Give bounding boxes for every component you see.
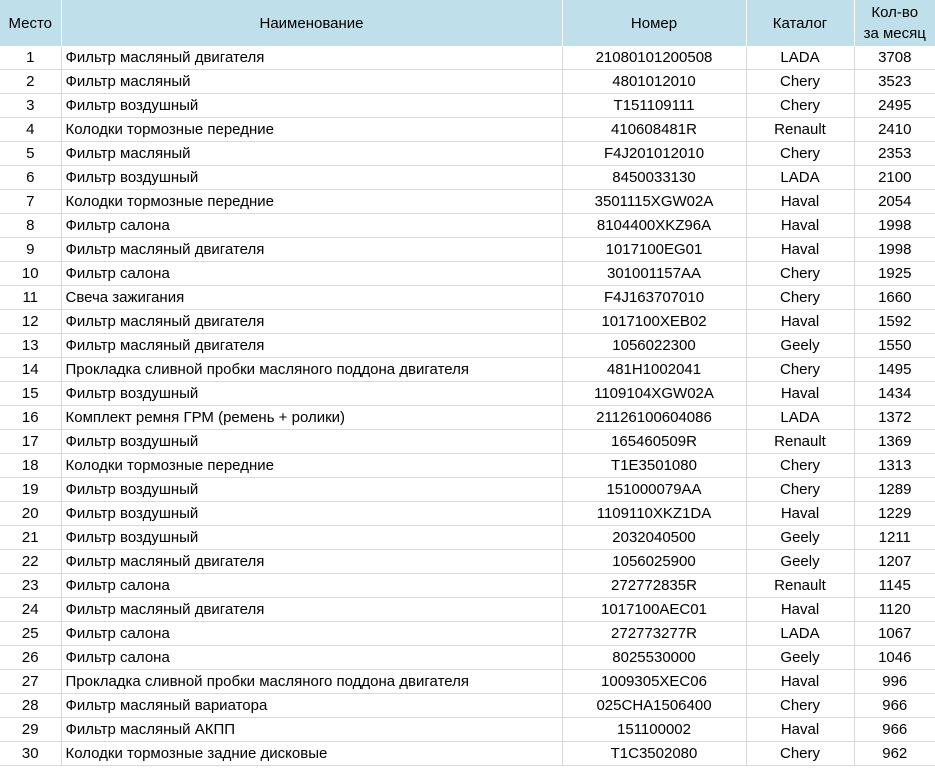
table-row	[0, 454, 935, 478]
cell-place[interactable]: 10	[0, 262, 61, 286]
cell-qty[interactable]: 1925	[854, 262, 935, 286]
cell-number[interactable]: 1109104XGW02A	[562, 382, 746, 406]
cell-name[interactable]: Колодки тормозные передние	[61, 454, 562, 478]
cell-place[interactable]: 18	[0, 454, 61, 478]
cell-number[interactable]: 165460509R	[562, 430, 746, 454]
cell-name[interactable]: Фильтр масляный	[61, 70, 562, 94]
cell-qty[interactable]: 962	[854, 742, 935, 766]
cell-place[interactable]: 2	[0, 70, 61, 94]
cell-number[interactable]: 481H1002041	[562, 358, 746, 382]
cell-name[interactable]: Фильтр масляный вариатора	[61, 694, 562, 718]
cell-catalog[interactable]: LADA	[746, 406, 854, 430]
cell-name[interactable]: Фильтр воздушный	[61, 166, 562, 190]
cell-name[interactable]: Прокладка сливной пробки масляного поддона двигателя	[61, 670, 562, 694]
cell-catalog[interactable]: Chery	[746, 454, 854, 478]
cell-number[interactable]: 1017100EG01	[562, 238, 746, 262]
cell-qty[interactable]: 1046	[854, 646, 935, 670]
cell-qty[interactable]: 1550	[854, 334, 935, 358]
cell-catalog[interactable]: Chery	[746, 94, 854, 118]
cell-name[interactable]: Фильтр салона	[61, 622, 562, 646]
cell-catalog[interactable]: Haval	[746, 214, 854, 238]
cell-number[interactable]: 8104400XKZ96A	[562, 214, 746, 238]
cell-name[interactable]: Фильтр масляный двигателя	[61, 46, 562, 70]
table-row	[0, 166, 935, 190]
cell-catalog[interactable]: Chery	[746, 478, 854, 502]
cell-name[interactable]: Фильтр воздушный	[61, 526, 562, 550]
cell-name[interactable]: Фильтр воздушный	[61, 430, 562, 454]
header-row	[0, 0, 935, 46]
table-row	[0, 502, 935, 526]
cell-number[interactable]: 8450033130	[562, 166, 746, 190]
table-row	[0, 646, 935, 670]
cell-catalog[interactable]: Haval	[746, 310, 854, 334]
cell-qty[interactable]: 3708	[854, 46, 935, 70]
table-row	[0, 214, 935, 238]
header-place[interactable]: Место	[0, 0, 61, 46]
cell-place[interactable]: 12	[0, 310, 61, 334]
cell-place[interactable]: 3	[0, 94, 61, 118]
cell-catalog[interactable]: LADA	[746, 166, 854, 190]
cell-place[interactable]: 27	[0, 670, 61, 694]
cell-catalog[interactable]: Geely	[746, 526, 854, 550]
cell-qty[interactable]: 966	[854, 694, 935, 718]
table-row	[0, 310, 935, 334]
cell-catalog[interactable]: LADA	[746, 46, 854, 70]
cell-name[interactable]: Фильтр масляный двигателя	[61, 310, 562, 334]
cell-place[interactable]: 23	[0, 574, 61, 598]
cell-catalog[interactable]: Haval	[746, 190, 854, 214]
cell-catalog[interactable]: Haval	[746, 718, 854, 742]
cell-number[interactable]: 1109110XKZ1DA	[562, 502, 746, 526]
cell-place[interactable]: 19	[0, 478, 61, 502]
cell-qty[interactable]: 1369	[854, 430, 935, 454]
cell-qty[interactable]: 1211	[854, 526, 935, 550]
cell-place[interactable]: 17	[0, 430, 61, 454]
cell-name[interactable]: Прокладка сливной пробки масляного поддона двигателя	[61, 358, 562, 382]
cell-name[interactable]: Колодки тормозные передние	[61, 118, 562, 142]
cell-name[interactable]: Колодки тормозные задние дисковые	[61, 742, 562, 766]
cell-number[interactable]: 301001157AA	[562, 262, 746, 286]
cell-qty[interactable]: 1207	[854, 550, 935, 574]
cell-name[interactable]: Фильтр масляный двигателя	[61, 238, 562, 262]
cell-name[interactable]: Фильтр воздушный	[61, 478, 562, 502]
cell-catalog[interactable]: Geely	[746, 334, 854, 358]
table-row	[0, 622, 935, 646]
cell-catalog[interactable]: LADA	[746, 622, 854, 646]
cell-catalog[interactable]: Chery	[746, 262, 854, 286]
cell-qty[interactable]: 2353	[854, 142, 935, 166]
table-row	[0, 430, 935, 454]
cell-catalog[interactable]: Chery	[746, 142, 854, 166]
cell-place[interactable]: 30	[0, 742, 61, 766]
cell-qty[interactable]: 1998	[854, 238, 935, 262]
cell-number[interactable]: 1056022300	[562, 334, 746, 358]
table-row	[0, 478, 935, 502]
cell-place[interactable]: 13	[0, 334, 61, 358]
cell-name[interactable]: Фильтр масляный двигателя	[61, 598, 562, 622]
table-row	[0, 334, 935, 358]
cell-qty[interactable]: 1313	[854, 454, 935, 478]
cell-qty[interactable]: 1495	[854, 358, 935, 382]
cell-catalog[interactable]: Haval	[746, 382, 854, 406]
cell-catalog[interactable]: Renault	[746, 430, 854, 454]
cell-number[interactable]: 272773277R	[562, 622, 746, 646]
cell-qty[interactable]: 2410	[854, 118, 935, 142]
cell-place[interactable]: 21	[0, 526, 61, 550]
cell-place[interactable]: 28	[0, 694, 61, 718]
table-row	[0, 286, 935, 310]
cell-place[interactable]: 15	[0, 382, 61, 406]
header-number[interactable]: Номер	[562, 0, 746, 46]
cell-place[interactable]: 22	[0, 550, 61, 574]
cell-number[interactable]: T1E3501080	[562, 454, 746, 478]
cell-number[interactable]: 4801012010	[562, 70, 746, 94]
cell-name[interactable]: Фильтр масляный двигателя	[61, 334, 562, 358]
table-row	[0, 670, 935, 694]
cell-qty[interactable]: 2054	[854, 190, 935, 214]
cell-number[interactable]: 1017100XEB02	[562, 310, 746, 334]
cell-catalog[interactable]: Renault	[746, 118, 854, 142]
cell-name[interactable]: Фильтр салона	[61, 262, 562, 286]
cell-name[interactable]: Фильтр салона	[61, 574, 562, 598]
cell-qty[interactable]: 1067	[854, 622, 935, 646]
table-row	[0, 550, 935, 574]
cell-catalog[interactable]: Chery	[746, 358, 854, 382]
cell-qty[interactable]: 1660	[854, 286, 935, 310]
cell-place[interactable]: 24	[0, 598, 61, 622]
table-row	[0, 238, 935, 262]
cell-place[interactable]: 5	[0, 142, 61, 166]
header-qty[interactable]	[854, 0, 935, 46]
cell-number[interactable]: 410608481R	[562, 118, 746, 142]
cell-name[interactable]: Свеча зажигания	[61, 286, 562, 310]
table-row	[0, 598, 935, 622]
cell-catalog[interactable]: Haval	[746, 598, 854, 622]
cell-qty[interactable]: 1372	[854, 406, 935, 430]
table-row	[0, 46, 935, 70]
cell-name[interactable]: Фильтр салона	[61, 646, 562, 670]
cell-catalog[interactable]: Haval	[746, 502, 854, 526]
cell-catalog[interactable]: Geely	[746, 646, 854, 670]
cell-number[interactable]: T151109111	[562, 94, 746, 118]
cell-number[interactable]: 1056025900	[562, 550, 746, 574]
cell-number[interactable]: 272772835R	[562, 574, 746, 598]
cell-catalog[interactable]: Chery	[746, 694, 854, 718]
cell-number[interactable]: F4J163707010	[562, 286, 746, 310]
cell-number[interactable]: 151000079AA	[562, 478, 746, 502]
cell-name[interactable]: Колодки тормозные передние	[61, 190, 562, 214]
header-catalog[interactable]: Каталог	[746, 0, 854, 46]
table-row	[0, 694, 935, 718]
cell-qty[interactable]: 2100	[854, 166, 935, 190]
cell-number[interactable]: F4J201012010	[562, 142, 746, 166]
cell-name[interactable]: Комплект ремня ГРМ (ремень + ролики)	[61, 406, 562, 430]
table-row	[0, 190, 935, 214]
cell-place[interactable]: 7	[0, 190, 61, 214]
cell-number[interactable]: T1C3502080	[562, 742, 746, 766]
cell-qty[interactable]: 1998	[854, 214, 935, 238]
cell-qty[interactable]: 966	[854, 718, 935, 742]
cell-place[interactable]: 8	[0, 214, 61, 238]
table-row	[0, 574, 935, 598]
cell-place[interactable]: 6	[0, 166, 61, 190]
table-row	[0, 262, 935, 286]
table-row	[0, 742, 935, 766]
cell-number[interactable]: 8025530000	[562, 646, 746, 670]
cell-place[interactable]: 26	[0, 646, 61, 670]
table-row	[0, 406, 935, 430]
table-row	[0, 94, 935, 118]
cell-place[interactable]: 11	[0, 286, 61, 310]
cell-qty[interactable]: 1229	[854, 502, 935, 526]
cell-number[interactable]: 21126100604086	[562, 406, 746, 430]
cell-place[interactable]: 14	[0, 358, 61, 382]
table-row	[0, 382, 935, 406]
cell-catalog[interactable]: Haval	[746, 670, 854, 694]
cell-qty[interactable]: 1434	[854, 382, 935, 406]
cell-place[interactable]: 1	[0, 46, 61, 70]
cell-number[interactable]: 1017100AEC01	[562, 598, 746, 622]
cell-qty[interactable]: 996	[854, 670, 935, 694]
cell-place[interactable]: 29	[0, 718, 61, 742]
cell-qty[interactable]: 1120	[854, 598, 935, 622]
header-qty-line1: Кол-во	[871, 4, 919, 21]
cell-name[interactable]: Фильтр масляный двигателя	[61, 550, 562, 574]
cell-place[interactable]: 4	[0, 118, 61, 142]
cell-number[interactable]: 1009305XEC06	[562, 670, 746, 694]
table-row	[0, 526, 935, 550]
cell-name[interactable]: Фильтр воздушный	[61, 382, 562, 406]
cell-catalog[interactable]: Chery	[746, 742, 854, 766]
cell-place[interactable]: 16	[0, 406, 61, 430]
cell-place[interactable]: 20	[0, 502, 61, 526]
header-qty-line2: за месяц	[863, 25, 926, 42]
table-row	[0, 358, 935, 382]
cell-number[interactable]: 151100002	[562, 718, 746, 742]
cell-number[interactable]: 025CHA1506400	[562, 694, 746, 718]
cell-number[interactable]: 3501115XGW02A	[562, 190, 746, 214]
cell-number[interactable]: 21080101200508	[562, 46, 746, 70]
cell-name[interactable]: Фильтр салона	[61, 214, 562, 238]
cell-place[interactable]: 25	[0, 622, 61, 646]
header-name[interactable]: Наименование	[61, 0, 562, 46]
cell-name[interactable]: Фильтр воздушный	[61, 94, 562, 118]
table-row	[0, 70, 935, 94]
cell-place[interactable]: 9	[0, 238, 61, 262]
cell-catalog[interactable]: Chery	[746, 70, 854, 94]
table-row	[0, 142, 935, 166]
cell-qty[interactable]: 1145	[854, 574, 935, 598]
cell-catalog[interactable]: Chery	[746, 286, 854, 310]
cell-qty[interactable]: 1289	[854, 478, 935, 502]
cell-catalog[interactable]: Haval	[746, 238, 854, 262]
cell-qty[interactable]: 2495	[854, 94, 935, 118]
cell-catalog[interactable]: Geely	[746, 550, 854, 574]
cell-catalog[interactable]: Renault	[746, 574, 854, 598]
cell-name[interactable]: Фильтр масляный	[61, 142, 562, 166]
cell-name[interactable]: Фильтр воздушный	[61, 502, 562, 526]
cell-qty[interactable]: 1592	[854, 310, 935, 334]
cell-qty[interactable]: 3523	[854, 70, 935, 94]
cell-number[interactable]: 2032040500	[562, 526, 746, 550]
table-row	[0, 118, 935, 142]
cell-name[interactable]: Фильтр масляный АКПП	[61, 718, 562, 742]
table-row	[0, 718, 935, 742]
